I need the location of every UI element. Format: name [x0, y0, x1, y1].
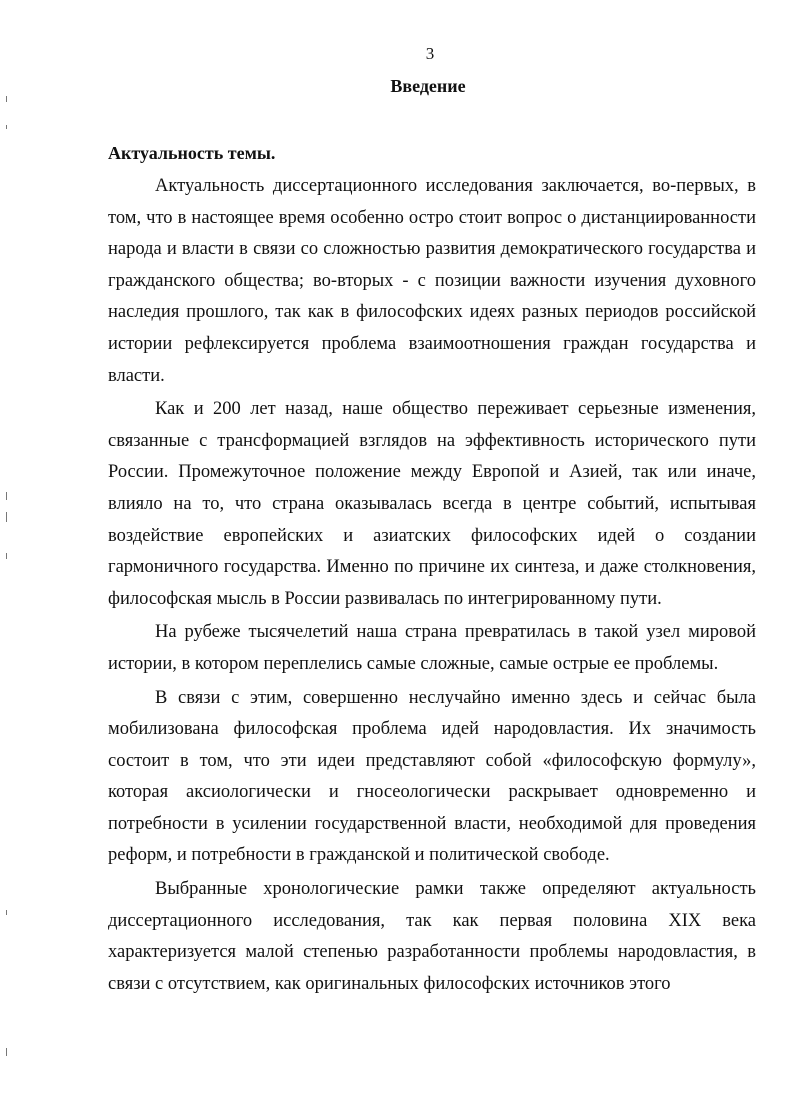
body-text [108, 171, 756, 1000]
section-heading: Актуальность темы. [108, 143, 276, 163]
paragraph: В связи с этим, совершенно неслучайно именно здесь и сейчас была мобилизована философская проблема идей народовластия. Их значимость состоит в том, что эти идеи представляют собой «философскую формулу», которая аксиологически и гносеологически раскрывает одновременно и потребности в усилении государственной власти, необходимой для проведения реформ, и потребности в гражданской и политической свободе. [108, 687, 756, 866]
page-number: 3 [425, 44, 435, 63]
scan-artifact [6, 1048, 7, 1056]
paragraph: Актуальность диссертационного исследования заключается, во-первых, в том, что в настоящее время особенно остро стоит вопрос о дистанциированности народа и власти в связи со сложностью развития демократического государства и гражданского общества; во-вторых - с позиции важности изучения духовного наследия прошлого, так как в философских идеях разных периодов российской истории рефлексируется проблема взаимоотношения граждан государства и власти. [108, 176, 756, 386]
scan-artifact [6, 553, 7, 559]
paragraph: Выбранные хронологические рамки также определяют актуальность диссертационного исследования, так как первая половина XIX века характеризуется малой степенью разработанности проблемы народовластия, в связи с отсутствием, как оригинальных философских источников этого [108, 879, 756, 994]
paragraph: Как и 200 лет назад, наше общество переживает серьезные изменения, связанные с трансформацией взглядов на эффективность исторического пути России. Промежуточное положение между Европой и Азией, так или иначе, влияло на то, что страна оказывалась всегда в центре событий, испытывая воздействие европейских и азиатских философских идей о создании гармоничного государства. Именно по причине их синтеза, и даже столкновения, философская мысль в России развивалась по интегрированному пути. [108, 399, 756, 609]
page-title: Введение [390, 76, 466, 96]
scan-artifact [6, 512, 7, 522]
scan-artifact [6, 125, 7, 129]
scan-artifact [6, 910, 7, 915]
paragraph: На рубеже тысячелетий наша страна превратилась в такой узел мировой истории, в котором переплелись самые сложные, самые острые ее проблемы. [108, 622, 756, 674]
scan-artifact [6, 492, 7, 500]
